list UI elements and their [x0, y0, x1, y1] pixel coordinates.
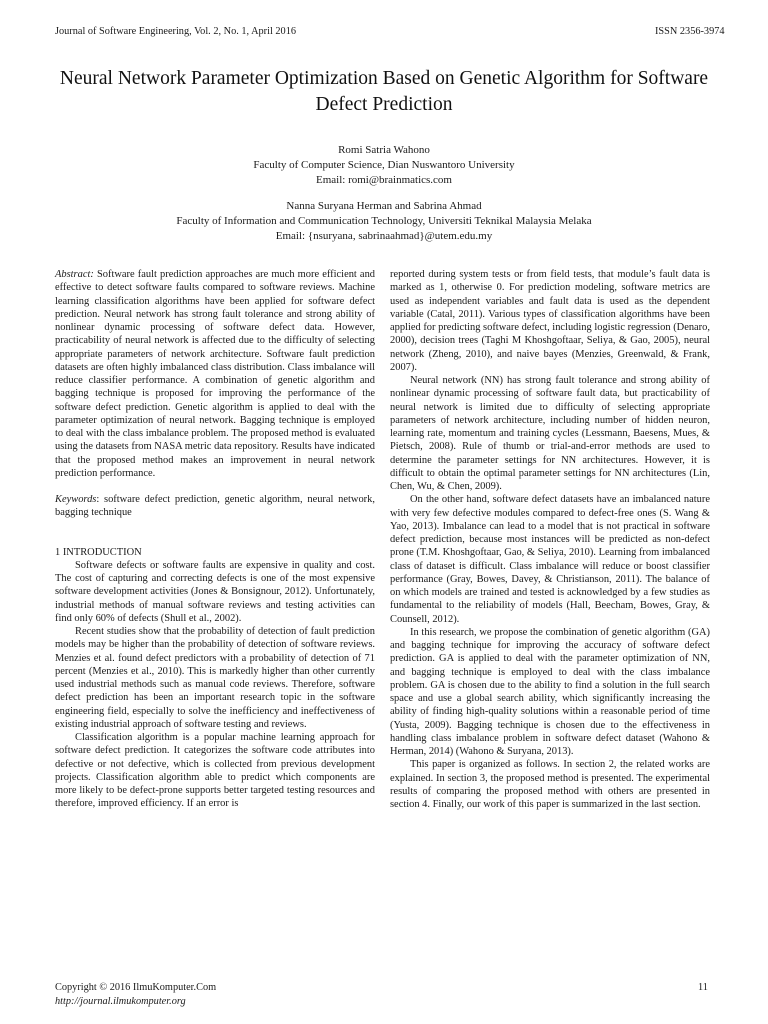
- author1-email: Email: romi@brainmatics.com: [316, 174, 452, 186]
- keywords-text: : software defect prediction, genetic algorithm, neural network, bagging technique: [55, 494, 375, 519]
- section-heading-introduction: 1 INTRODUCTION: [55, 546, 142, 558]
- paragraph: In this research, we propose the combination of genetic algorithm (GA) and bagging technique for improving the accuracy of software defect prediction. GA is applied to deal with the parameter optimization of NN, and bagging technique is employed to deal with the class imbalance problem. GA is chosen due to the ability to find a solution in the full search space and use a global search ability, which significantly increasing the ability of finding high-quality solutions within a reasonable period of time (Yusta, 2009). Bagging technique is chosen due to the effectiveness in handling class imbalance problem in software defect dataset (Wahono & Herman, 2014) (Wahono & Suryana, 2013).: [390, 626, 710, 757]
- page-number: 11: [698, 982, 708, 993]
- author2-email: Email: {nsuryana, sabrinaahmad}@utem.edu.my: [275, 230, 493, 242]
- abstract: [55, 268, 375, 480]
- journal-header: Journal of Software Engineering, Vol. 2, No. 1, April 2016: [55, 26, 296, 37]
- paragraph: Recent studies show that the probability of detection of fault prediction models may be higher than the probability of detection of software reviews. Menzies et al. found defect predictors with a probability of detection of 71 percent (Menzies et al., 2010). This is markedly higher than other currently used industrial methods such as manual code reviews. Therefore, software defect prediction has been an important research topic in the software engineering field, especially to solve the inefficiency and ineffectiveness of existing industrial approach of software testing and reviews.: [55, 626, 375, 730]
- issn-header: ISSN 2356-3974: [655, 26, 725, 37]
- author1-name: Romi Satria Wahono: [338, 144, 430, 156]
- author1-affiliation: Faculty of Computer Science, Dian Nuswantoro University: [253, 159, 515, 171]
- left-column: [55, 268, 375, 811]
- abstract-label: Abstract:: [55, 269, 94, 280]
- paragraph: Software defects or software faults are expensive in quality and cost. The cost of capturing and correcting defects is one of the most expensive software development activities (Jones & Bonsignour, 2012). Unfortunately, industrial methods of manual software reviews and testing activities can find only 60% of defects (Shull et al., 2002).: [55, 559, 375, 624]
- paper-title: Neural Network Parameter Optimization Based on Genetic Algorithm for Software Defect Prediction: [59, 68, 709, 115]
- right-column: [390, 268, 710, 811]
- footer: [55, 981, 216, 1008]
- abstract-text: Software fault prediction approaches are much more efficient and effective to detect software faults compared to software reviews. Machine learning classification algorithms have been applied for software defect prediction. Neural network has strong fault tolerance and strong ability of nonlinear dynamic processing of software defect data. However, practicability of neural network is affected due to the difficulty of selecting appropriate parameters of network architecture. Software fault prediction datasets are often highly imbalanced class distribution. Class imbalance will reduce classifier performance. A combination of genetic algorithm and bagging technique is proposed for improving the performance of the software defect prediction. Genetic algorithm is applied to deal with the parameter optimization of neural network. Bagging technique is employed to deal with the class imbalance problem. The proposed method is evaluated using the datasets from NASA metric data repository. Results have indicated that the proposed method makes an improvement in neural network prediction performance.: [55, 269, 376, 479]
- paragraph: On the other hand, software defect datasets have an imbalanced nature with very few defective modules compared to defect-free ones (S. Wang & Yao, 2013). Imbalance can lead to a model that is not practical in software defect prediction, because most instances will be predicted as non-defect prone (T.M. Khoshgoftaar, Gao, & Seliya, 2010). Learning from imbalanced class of dataset is difficult. Class imbalance will reduce or boost classifier performance (Gray, Bowes, Davey, & Christianson, 2011). The balance of on which models are trained and tested is acknowledged by a few studies as fundamental to the reliability of models (Hall, Beecham, Bowes, Gray, & Counsell, 2012).: [390, 494, 710, 625]
- keywords: [55, 493, 375, 520]
- paragraph: Neural network (NN) has strong fault tolerance and strong ability of nonlinear dynamic processing of software fault data, but practicability of neural network is limited due to difficulty of selecting appropriate parameters of network architecture, including number of hidden neuron, learning rate, momentum and training cycles (Lessmann, Baesens, Mues, & Pietsch, 2008). Rule of thumb or trial-and-error methods are used to determine the parameter settings for NN architectures. However, it is difficult to obtain the optimal parameter settings for NN architectures (Lin, Chen, Wu, & Chen, 2009).: [390, 375, 710, 492]
- author2-name: Nanna Suryana Herman and Sabrina Ahmad: [286, 200, 482, 212]
- paragraph: Classification algorithm is a popular machine learning approach for software defect prediction. It categorizes the software code attributes into defective or not defective, which is collected from previous development projects. Classification algorithm able to predict which components are more likely to be defect-prone supports better targeted testing resources and therefore, improved efficiency. If an error is: [55, 732, 375, 810]
- keywords-label: Keywords: [55, 494, 97, 505]
- paragraph: This paper is organized as follows. In section 2, the related works are explained. In section 3, the proposed method is presented. The experimental results of comparing the proposed method with others are presented in section 4. Finally, our work of this paper is summarized in the last section.: [390, 759, 710, 810]
- journal-url[interactable]: http://journal.ilmukomputer.org: [55, 995, 186, 1007]
- copyright: Copyright © 2016 IlmuKomputer.Com: [55, 982, 217, 993]
- author2-affiliation: Faculty of Information and Communication Technology, Universiti Teknikal Malaysia Melaka: [176, 215, 592, 227]
- paragraph: reported during system tests or from field tests, that module’s fault data is marked as 1, otherwise 0. For prediction modeling, software metrics are used as independent variables and fault data is used as the dependent variable (Catal, 2011). Various types of classification algorithms have been applied for predicting software defect, including logistic regression (Denaro, 2000), decision trees (Taghi M Khoshgoftaar, Seliya, & Gao, 2005), neural network (Zheng, 2010), and naive bayes (Menzies, Greenwald, & Frank, 2007).: [390, 269, 710, 373]
